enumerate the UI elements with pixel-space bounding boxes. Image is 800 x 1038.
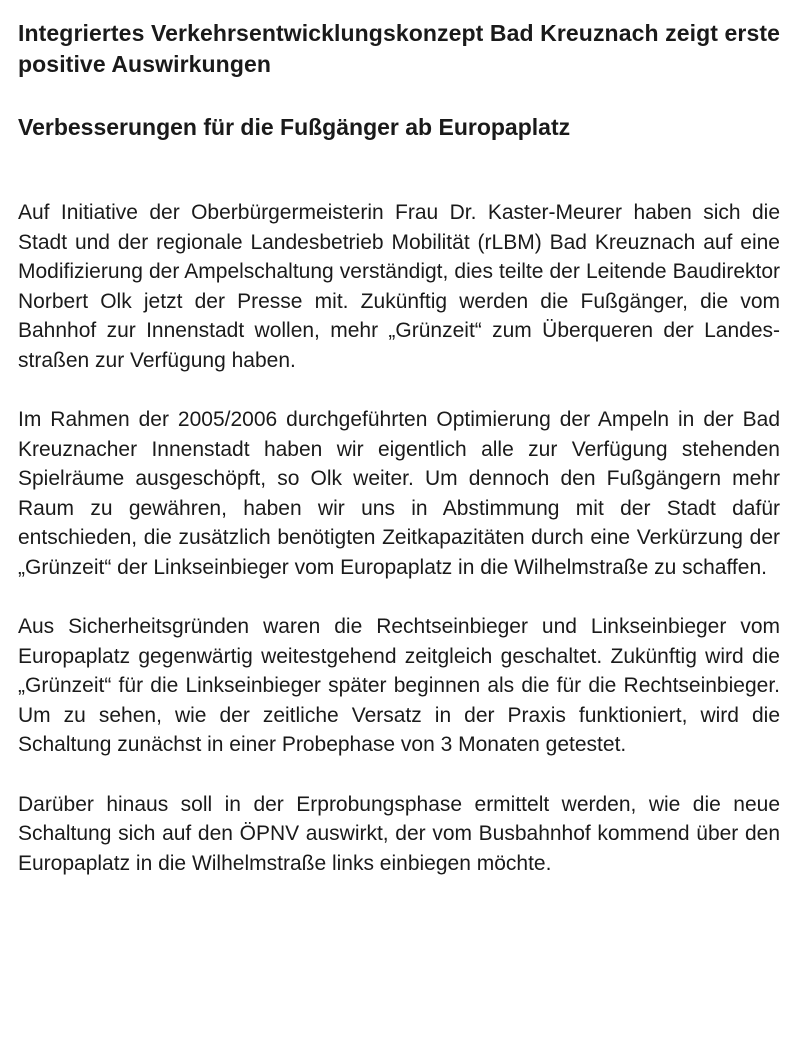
document-title: Integriertes Verkehrsentwicklungskonzept Bad Kreuznach zeigt erste positive Auswirkungen (18, 20, 780, 77)
paragraph-4: Darüber hinaus soll in der Erprobungsphase ermittelt werden, wie die neue Schaltung sich auf den ÖPNV auswirkt, der vom Busbahnhof kommend über den Europaplatz in die Wilhelmstraße links einbiegen möchte. (18, 792, 780, 875)
paragraph-2: Im Rahmen der 2005/2006 durchgeführten Optimierung der Ampeln in der Bad Kreuznacher Innenstadt haben wir eigentlich alle zur Verfügung stehenden Spielräume ausgeschöpft, so Olk weiter. Um dennoch den Fußgängern mehr Raum zu gewähren, haben wir uns in Abstimmung mit der Stadt dafür entschieden, die zusätzlich benötigten Zeitkapazitäten durch eine Verkürzung der „Grünzeit“ der Linkseinbieger vom Europaplatz in die Wilhelmstraße zu schaffen. (18, 408, 780, 579)
paragraph-1: Auf Initiative der Oberbürgermeisterin Frau Dr. Kaster-Meurer haben sich die Stadt und der regionale Landesbetrieb Mobilität (rLBM) Bad Kreuznach auf eine Modifizierung der Ampelschaltung verständigt, dies teilte der Leitende Baudirektor Norbert Olk jetzt der Presse mit. Zukünftig werden die Fußgänger, die vom Bahnhof zur Innenstadt wollen, mehr „Grünzeit“ zum Überqueren der Landesstraßen zur Verfügung haben. (18, 201, 780, 372)
document-body (18, 198, 780, 878)
document-subtitle: Verbesserungen für die Fußgänger ab Europaplatz (18, 114, 571, 140)
paragraph-3: Aus Sicherheitsgründen waren die Rechtseinbieger und Linkseinbieger vom Europaplatz gegenwärtig weitestgehend zeitgleich geschaltet. Zukünftig wird die „Grünzeit“ für die Linkseinbieger später beginnen als die für die Rechtseinbieger. Um zu sehen, wie der zeitliche Versatz in der Praxis funktioniert, wird die Schaltung zunächst in einer Probephase von 3 Monaten getestet. (18, 615, 780, 756)
document-page (18, 18, 780, 908)
